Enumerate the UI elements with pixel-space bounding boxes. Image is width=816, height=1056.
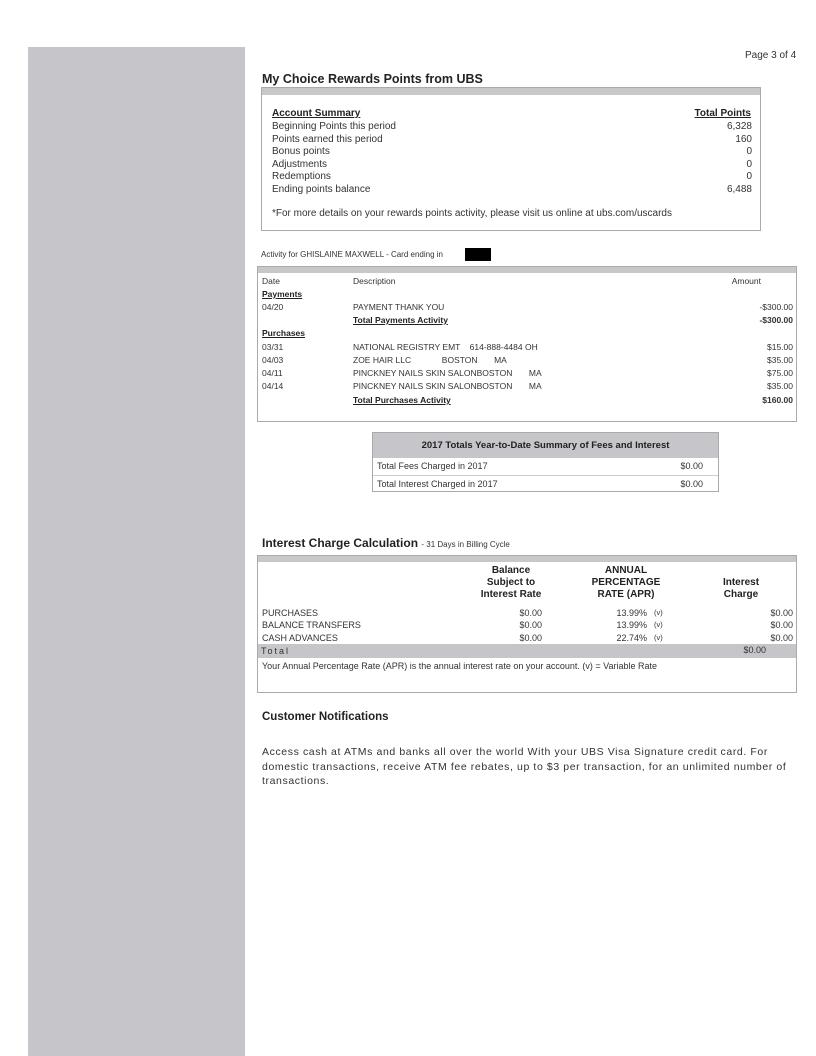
notifications-title: Customer Notifications [262, 711, 389, 723]
purchase-desc: ZOE HAIR LLC BOSTON MA [353, 355, 507, 365]
interest-row-apr: 22.74% [616, 632, 647, 643]
col-amount: Amount [731, 276, 761, 286]
col-balance-line: Interest Rate [480, 589, 542, 600]
purchase-amount: $35.00 [767, 381, 793, 391]
interest-row-apr: 13.99% [616, 608, 647, 618]
interest-row-balance: $0.00 [519, 608, 542, 618]
col-balance-line: Balance [491, 565, 531, 576]
interest-row-balance: $0.00 [519, 620, 542, 631]
notifications-text: Access cash at ATMs and banks all over the world With your UBS Visa Signature credit card. For domestic transactions, receive ATM fee rebates, up to $3 per transaction, for an unlimited number of transactions. [262, 746, 787, 787]
col-charge-line: Interest [722, 577, 760, 588]
col-charge [701, 577, 781, 601]
purchases-header: Purchases [262, 328, 305, 338]
interest-total-bar [258, 644, 796, 658]
interest-row-charge: $0.00 [770, 608, 793, 618]
payment-date: 04/20 [262, 302, 284, 312]
purchase-desc: NATIONAL REGISTRY EMT 614-888-4484 OH [353, 342, 538, 352]
interest-footnote: Your Annual Percentage Rate (APR) is the annual interest rate on your account. (v) = Variable Rate [262, 661, 657, 671]
interest-row-flag: (v) [654, 608, 663, 617]
rewards-row-label: Ending points balance [272, 183, 371, 195]
ytd-row-label: Total Interest Charged in 2017 [377, 479, 498, 489]
rewards-rows [272, 121, 752, 196]
col-apr-line: ANNUAL [604, 565, 648, 576]
rewards-row-value: 0 [746, 146, 752, 157]
rewards-header-bar [262, 88, 760, 95]
activity-header-bar [258, 267, 796, 273]
rewards-row-label: Adjustments [272, 158, 328, 170]
ytd-row-label: Total Fees Charged in 2017 [377, 461, 488, 471]
purchase-date: 04/11 [262, 368, 283, 378]
interest-rows [262, 607, 792, 644]
rewards-row-label: Redemptions [272, 171, 331, 182]
rewards-row [272, 134, 752, 147]
interest-subtitle: - 31 Days in Billing Cycle [421, 540, 510, 549]
rewards-row-label: Bonus points [272, 146, 330, 157]
col-balance-line: Subject to [486, 577, 536, 588]
purchase-amount: $75.00 [767, 368, 793, 378]
interest-row-charge: $0.00 [770, 632, 793, 643]
interest-total-charge: $0.00 [743, 645, 766, 655]
payments-total: -$300.00 [759, 315, 793, 325]
rewards-note: *For more details on your rewards points activity, please visit us online at ubs.com/uscards [272, 208, 672, 219]
rewards-row [272, 159, 752, 172]
purchase-amount: $15.00 [767, 342, 793, 352]
col-apr [576, 565, 676, 601]
payments-total-label: Total Payments Activity [353, 315, 448, 325]
ytd-row-value: $0.00 [680, 479, 703, 489]
purchase-date: 03/31 [262, 342, 284, 352]
interest-title [262, 536, 510, 550]
rewards-row [272, 171, 752, 184]
rewards-row-label: Beginning Points this period [272, 121, 396, 132]
payment-desc: PAYMENT THANK YOU [353, 302, 445, 312]
ytd-row [373, 476, 718, 493]
interest-row-flag: (v) [654, 632, 663, 642]
rewards-row-value: 0 [746, 158, 752, 170]
rewards-row-value: 6,328 [726, 121, 752, 132]
purchases-total-label: Total Purchases Activity [353, 395, 451, 405]
purchase-date: 04/03 [262, 355, 284, 365]
ytd-title: 2017 Totals Year-to-Date Summary of Fees and Interest [373, 433, 718, 458]
payments-header: Payments [262, 289, 303, 299]
purchase-desc: PINCKNEY NAILS SKIN SALONBOSTON MA [353, 368, 542, 378]
col-apr-line: PERCENTAGE [591, 577, 661, 588]
col-apr-line: RATE (APR) [597, 589, 655, 600]
col-balance [471, 565, 551, 601]
interest-table [257, 555, 797, 693]
ytd-row [373, 458, 718, 476]
col-description: Description [353, 276, 396, 286]
rewards-row [272, 146, 752, 159]
interest-row [262, 607, 792, 619]
interest-row-label: CASH ADVANCES [262, 632, 338, 643]
rewards-summary-box [261, 87, 761, 231]
col-date: Date [262, 276, 280, 286]
interest-total-label: Total [261, 646, 291, 656]
rewards-row-value: 0 [746, 171, 752, 182]
interest-row-label: BALANCE TRANSFERS [262, 620, 361, 631]
redaction-box [465, 248, 491, 261]
ytd-summary-box [372, 432, 719, 492]
rewards-row-value: 160 [735, 133, 752, 145]
rewards-row [272, 184, 752, 197]
purchase-date: 04/14 [262, 381, 284, 391]
interest-row-balance: $0.00 [519, 632, 542, 643]
rewards-row-label: Points earned this period [272, 133, 383, 145]
interest-row-apr: 13.99% [616, 620, 647, 631]
interest-title-text: Interest Charge Calculation [262, 536, 419, 550]
interest-row [262, 619, 792, 631]
interest-row [262, 632, 792, 644]
purchases-total: $160.00 [762, 395, 793, 405]
purchase-amount: $35.00 [767, 355, 793, 365]
purchase-desc: PINCKNEY NAILS SKIN SALONBOSTON MA [353, 381, 542, 391]
ytd-row-value: $0.00 [680, 461, 703, 471]
interest-row-flag: (v) [654, 620, 663, 630]
total-points-header: Total Points [694, 108, 751, 119]
left-sidebar-band [28, 47, 245, 1056]
page-number: Page 3 of 4 [745, 50, 797, 61]
payment-amount: -$300.00 [759, 302, 793, 312]
rewards-row [272, 121, 752, 134]
interest-header-bar [258, 556, 796, 562]
activity-table [257, 266, 797, 422]
col-charge-line: Charge [723, 589, 759, 600]
activity-label: Activity for GHISLAINE MAXWELL - Card ending in [261, 250, 443, 259]
rewards-row-value: 6,488 [726, 183, 752, 195]
rewards-title: My Choice Rewards Points from UBS [262, 72, 483, 86]
account-summary-header: Account Summary [272, 108, 361, 119]
interest-row-label: PURCHASES [262, 608, 319, 618]
interest-row-charge: $0.00 [770, 620, 793, 631]
